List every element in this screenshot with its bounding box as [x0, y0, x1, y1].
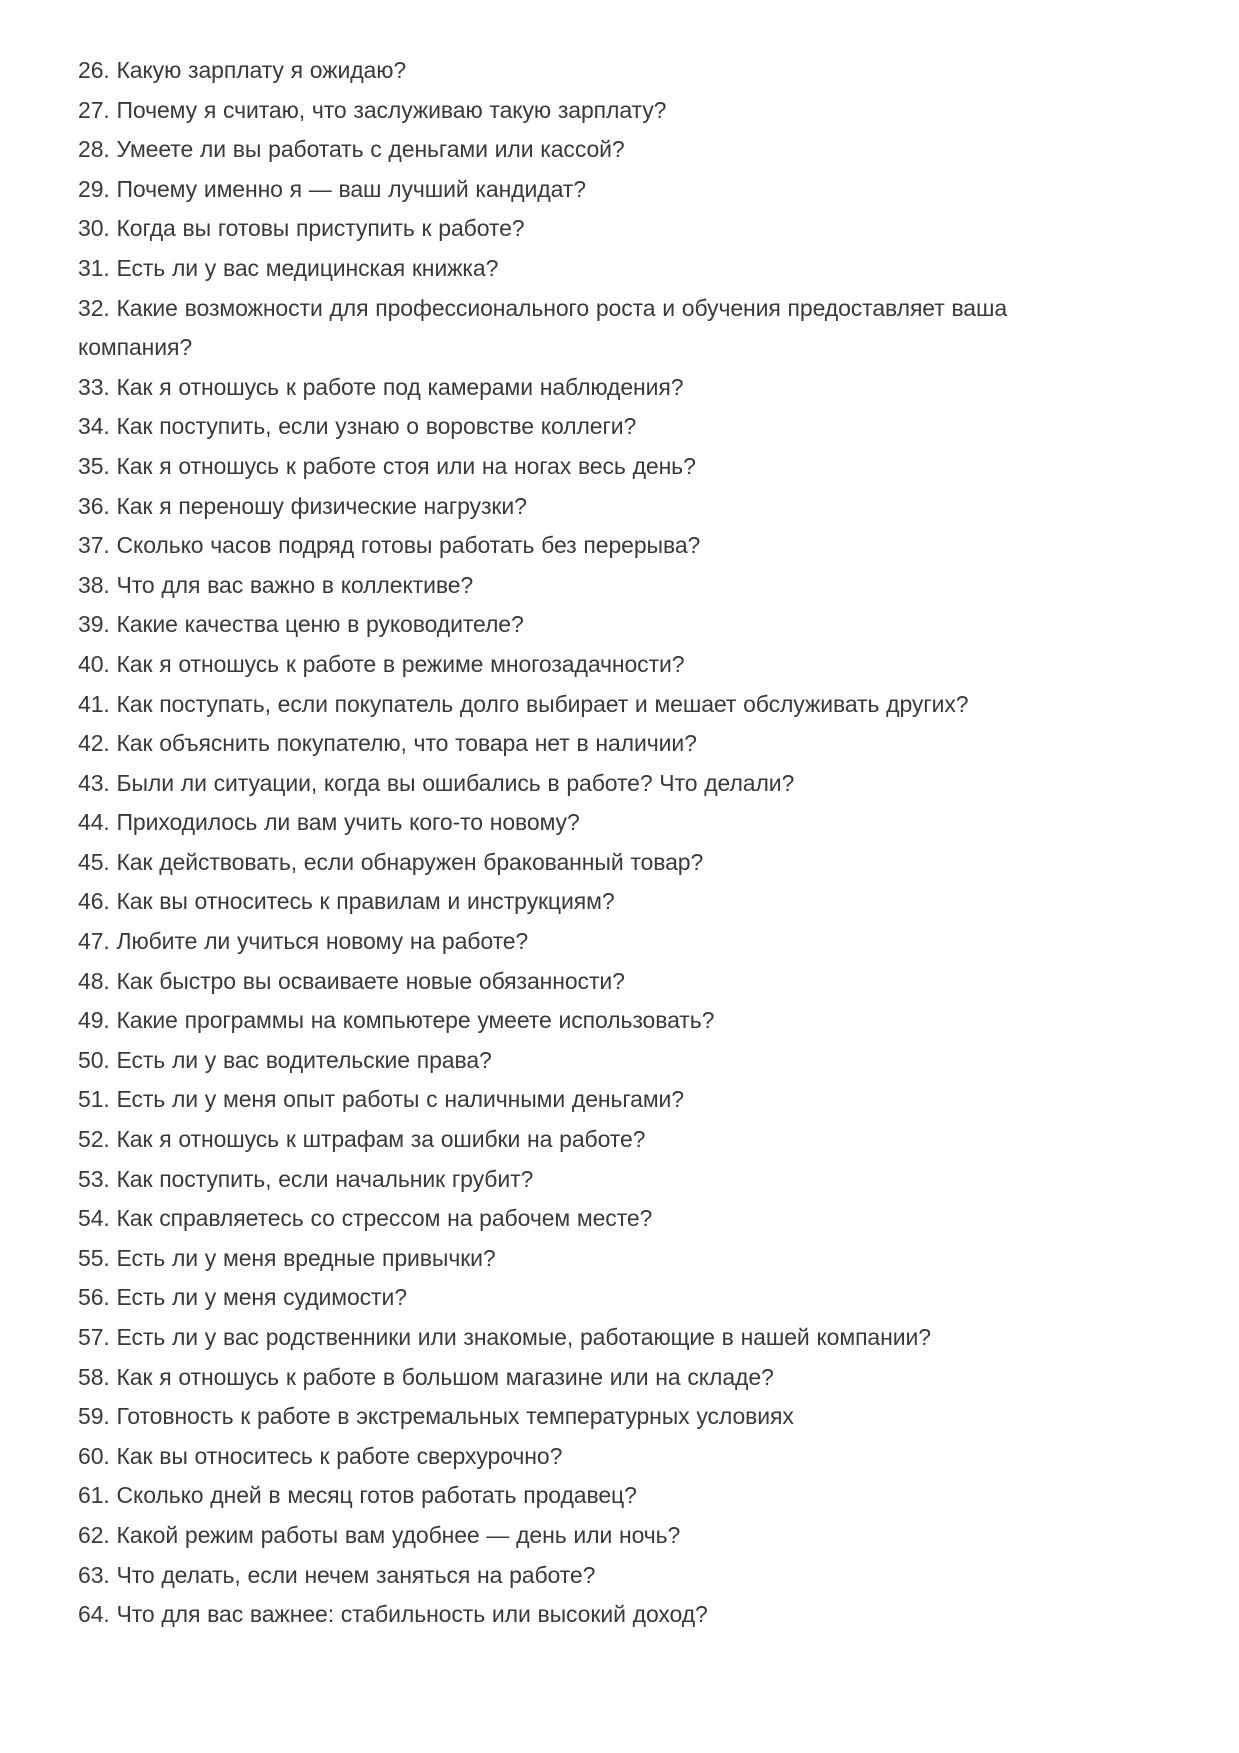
question-item: 57. Есть ли у вас родственники или знакомые, работающие в нашей компании?	[78, 1324, 931, 1350]
question-item: 58. Как я отношусь к работе в большом магазине или на складе?	[78, 1363, 774, 1390]
question-item: 64. Что для вас важнее: стабильность или высокий доход?	[78, 1601, 708, 1628]
question-item: 52. Как я отношусь к штрафам за ошибки на работе?	[78, 1126, 646, 1153]
question-item: 37. Сколько часов подряд готовы работать без перерыва?	[78, 532, 701, 559]
question-item: 63. Что делать, если нечем заняться на работе?	[78, 1561, 596, 1588]
question-item: 34. Как поступить, если узнаю о воровстве коллеги?	[78, 413, 637, 440]
question-item: 62. Какой режим работы вам удобнее — день или ночь?	[78, 1521, 681, 1548]
question-item: 59. Готовность к работе в экстремальных температурных условиях	[78, 1403, 794, 1430]
question-item: 42. Как объяснить покупателю, что товара нет в наличии?	[78, 730, 697, 757]
question-item: 28. Умеете ли вы работать с деньгами или кассой?	[78, 136, 625, 163]
question-item: 38. Что для вас важно в коллективе?	[78, 571, 474, 598]
question-item: 39. Какие качества ценю в руководителе?	[78, 611, 524, 638]
question-item: 50. Есть ли у вас водительские права?	[78, 1046, 492, 1073]
question-item: 32. Какие возможности для профессионального роста и обучения предоставляет ваша компания?	[78, 294, 1008, 361]
question-item: 29. Почему именно я — ваш лучший кандидат?	[78, 175, 586, 202]
question-item: 27. Почему я считаю, что заслуживаю такую зарплату?	[78, 96, 667, 123]
question-item: 40. Как я отношусь к работе в режиме многозадачности?	[78, 650, 685, 677]
question-item: 35. Как я отношусь к работе стоя или на ногах весь день?	[78, 452, 696, 479]
question-item: 47. Любите ли учиться новому на работе?	[78, 928, 529, 955]
question-item: 26. Какую зарплату я ожидаю?	[78, 57, 407, 83]
question-item: 51. Есть ли у меня опыт работы с наличными деньгами?	[78, 1086, 684, 1113]
question-item: 45. Как действовать, если обнаружен бракованный товар?	[78, 848, 704, 875]
question-item: 44. Приходилось ли вам учить кого-то новому?	[78, 809, 580, 836]
question-item: 61. Сколько дней в месяц готов работать продавец?	[78, 1482, 637, 1509]
question-item: 43. Были ли ситуации, когда вы ошибались в работе? Что делали?	[78, 769, 795, 796]
question-item: 60. Как вы относитесь к работе сверхурочно?	[78, 1442, 563, 1469]
question-item: 53. Как поступить, если начальник грубит?	[78, 1165, 534, 1192]
question-item: 33. Как я отношусь к работе под камерами наблюдения?	[78, 373, 684, 400]
question-item: 48. Как быстро вы осваиваете новые обязанности?	[78, 967, 625, 994]
question-item: 56. Есть ли у меня судимости?	[78, 1284, 407, 1311]
question-item: 36. Как я переношу физические нагрузки?	[78, 492, 527, 519]
question-item: 46. Как вы относитесь к правилам и инструкциям?	[78, 888, 615, 915]
question-item: 54. Как справляетесь со стрессом на рабочем месте?	[78, 1205, 653, 1232]
question-item: 41. Как поступать, если покупатель долго выбирает и мешает обслуживать других?	[78, 690, 969, 717]
question-list	[78, 51, 1083, 1635]
question-item: 49. Какие программы на компьютере умеете использовать?	[78, 1007, 715, 1034]
question-item: 31. Есть ли у вас медицинская книжка?	[78, 254, 499, 281]
question-item: 30. Когда вы готовы приступить к работе?	[78, 215, 525, 242]
question-item: 55. Есть ли у меня вредные привычки?	[78, 1244, 496, 1271]
